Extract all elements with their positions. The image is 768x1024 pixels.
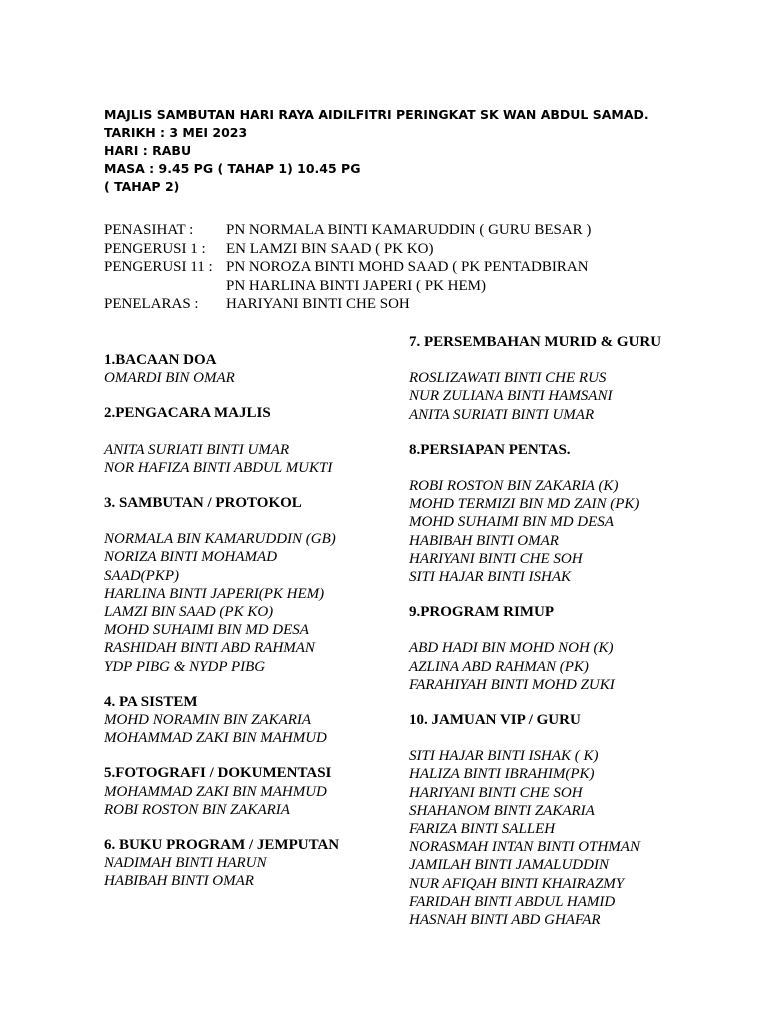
event-date: TARIKH : 3 MEI 2023: [104, 125, 248, 140]
member-list: [409, 369, 719, 424]
member-name: MOHD NORAMIN BIN ZAKARIA: [104, 712, 312, 729]
member-list: [104, 530, 389, 676]
member-list: [104, 441, 389, 477]
member-name: NORASMAH INTAN BINTI OTHMAN: [409, 839, 640, 856]
committee-section: [104, 693, 389, 748]
committee-section: [409, 603, 719, 694]
member-name: LAMZI BIN SAAD (PK KO): [104, 604, 274, 621]
member-name: SAAD(PKP): [104, 567, 179, 584]
member-name: FARAHIYAH BINTI MOHD ZUKI: [409, 676, 615, 693]
member-name: NORIZA BINTI MOHAMAD: [104, 549, 278, 566]
committee-member: HARIYANI BINTI CHE SOH: [226, 296, 410, 313]
committee-role: PENGERUSI 1 :: [104, 240, 206, 257]
member-name: FARIDAH BINTI ABDUL HAMID: [409, 893, 616, 910]
member-list: [104, 369, 389, 387]
section-title: 7. PERSEMBAHAN MURID & GURU: [409, 334, 662, 350]
member-name: MOHAMMAD ZAKI BIN MAHMUD: [104, 730, 327, 747]
member-list: [104, 854, 389, 890]
member-name: ABD HADI BIN MOHD NOH (K): [409, 640, 614, 657]
committee-member: PN NOROZA BINTI MOHD SAAD ( PK PENTADBIRAN: [226, 259, 589, 276]
member-name: HARIYANI BINTI CHE SOH: [409, 784, 583, 801]
event-day: HARI : RABU: [104, 143, 192, 158]
section-title: 3. SAMBUTAN / PROTOKOL: [104, 495, 302, 512]
section-title: 2.PENGACARA MAJLIS: [104, 405, 271, 422]
committee-section: [409, 441, 719, 586]
member-name: NORMALA BIN KAMARUDDIN (GB): [104, 531, 336, 548]
right-column: [409, 333, 719, 946]
section-title: 8.PERSIAPAN PENTAS.: [409, 441, 571, 458]
member-name: NADIMAH BINTI HARUN: [104, 855, 267, 872]
member-name: MOHD SUHAIMI BIN MD DESA: [409, 514, 614, 531]
event-title: MAJLIS SAMBUTAN HARI RAYA AIDILFITRI PERINGKAT SK WAN ABDUL SAMAD.: [104, 107, 649, 122]
member-name: HASNAH BINTI ABD GHAFAR: [409, 912, 601, 929]
member-list: [104, 711, 389, 747]
member-name: HALIZA BINTI IBRAHIM(PK): [409, 766, 595, 783]
event-time-continued: ( TAHAP 2): [104, 179, 180, 194]
committee-section: [409, 333, 719, 424]
member-name: SHAHANOM BINTI ZAKARIA: [409, 802, 595, 819]
section-title: 9.PROGRAM RIMUP: [409, 604, 554, 621]
member-name: NUR AFIQAH BINTI KHAIRAZMY: [409, 875, 625, 892]
member-name: ROBI ROSTON BIN ZAKARIA: [104, 801, 290, 818]
committee-section: [104, 494, 389, 676]
committee-role: PENELARAS :: [104, 296, 199, 313]
committee-role: PENGERUSI 11 :: [104, 259, 213, 276]
member-name: HABIBAH BINTI OMAR: [409, 532, 559, 549]
member-name: RASHIDAH BINTI ABD RAHMAN: [104, 640, 315, 657]
committee-section: [409, 711, 719, 929]
member-name: AZLINA ABD RAHMAN (PK): [409, 658, 589, 675]
member-name: HABIBAH BINTI OMAR: [104, 873, 254, 890]
member-name: ANITA SURIATI BINTI UMAR: [409, 406, 595, 423]
document-header: [104, 106, 649, 196]
member-list: [409, 477, 719, 586]
section-title: 6. BUKU PROGRAM / JEMPUTAN: [104, 837, 340, 854]
member-name: JAMILAH BINTI JAMALUDDIN: [409, 857, 609, 874]
committee-role: PENASIHAT :: [104, 222, 194, 238]
left-column: [104, 351, 389, 908]
member-name: MOHD TERMIZI BIN MD ZAIN (PK): [409, 496, 640, 513]
member-name: SITI HAJAR BINTI ISHAK: [409, 569, 572, 586]
section-title: 5.FOTOGRAFI / DOKUMENTASI: [104, 765, 332, 782]
member-list: [409, 747, 719, 929]
member-name: NOR HAFIZA BINTI ABDUL MUKTI: [104, 459, 333, 476]
member-list: [104, 783, 389, 819]
section-title: 4. PA SISTEM: [104, 693, 198, 710]
event-time: MASA : 9.45 PG ( TAHAP 1) 10.45 PG: [104, 161, 361, 176]
member-name: ROBI ROSTON BIN ZAKARIA (K): [409, 478, 619, 495]
committee-member: PN NORMALA BINTI KAMARUDDIN ( GURU BESAR ): [226, 222, 592, 238]
committee-member: EN LAMZI BIN SAAD ( PK KO): [226, 240, 434, 257]
member-name: FARIZA BINTI SALLEH: [409, 821, 556, 838]
committee-section: [104, 404, 389, 477]
member-list: [409, 639, 719, 694]
member-name: OMARDI BIN OMAR: [104, 370, 235, 387]
member-name: SITI HAJAR BINTI ISHAK ( K): [409, 748, 599, 765]
member-name: ROSLIZAWATI BINTI CHE RUS: [409, 370, 607, 387]
committee-member: PN HARLINA BINTI JAPERI ( PK HEM): [226, 277, 487, 294]
section-title: 1.BACAAN DOA: [104, 352, 217, 368]
member-name: MOHD SUHAIMI BIN MD DESA: [104, 622, 309, 639]
member-name: MOHAMMAD ZAKI BIN MAHMUD: [104, 783, 327, 800]
committee-section: [104, 351, 389, 387]
member-name: HARLINA BINTI JAPERI(PK HEM): [104, 585, 325, 602]
section-title: 10. JAMUAN VIP / GURU: [409, 712, 581, 729]
member-name: YDP PIBG & NYDP PIBG: [104, 658, 266, 675]
committee-section: [104, 764, 389, 819]
member-name: ANITA SURIATI BINTI UMAR: [104, 441, 290, 458]
member-name: HARIYANI BINTI CHE SOH: [409, 550, 583, 567]
committee-section: [104, 836, 389, 891]
member-name: NUR ZULIANA BINTI HAMSANI: [409, 388, 613, 405]
